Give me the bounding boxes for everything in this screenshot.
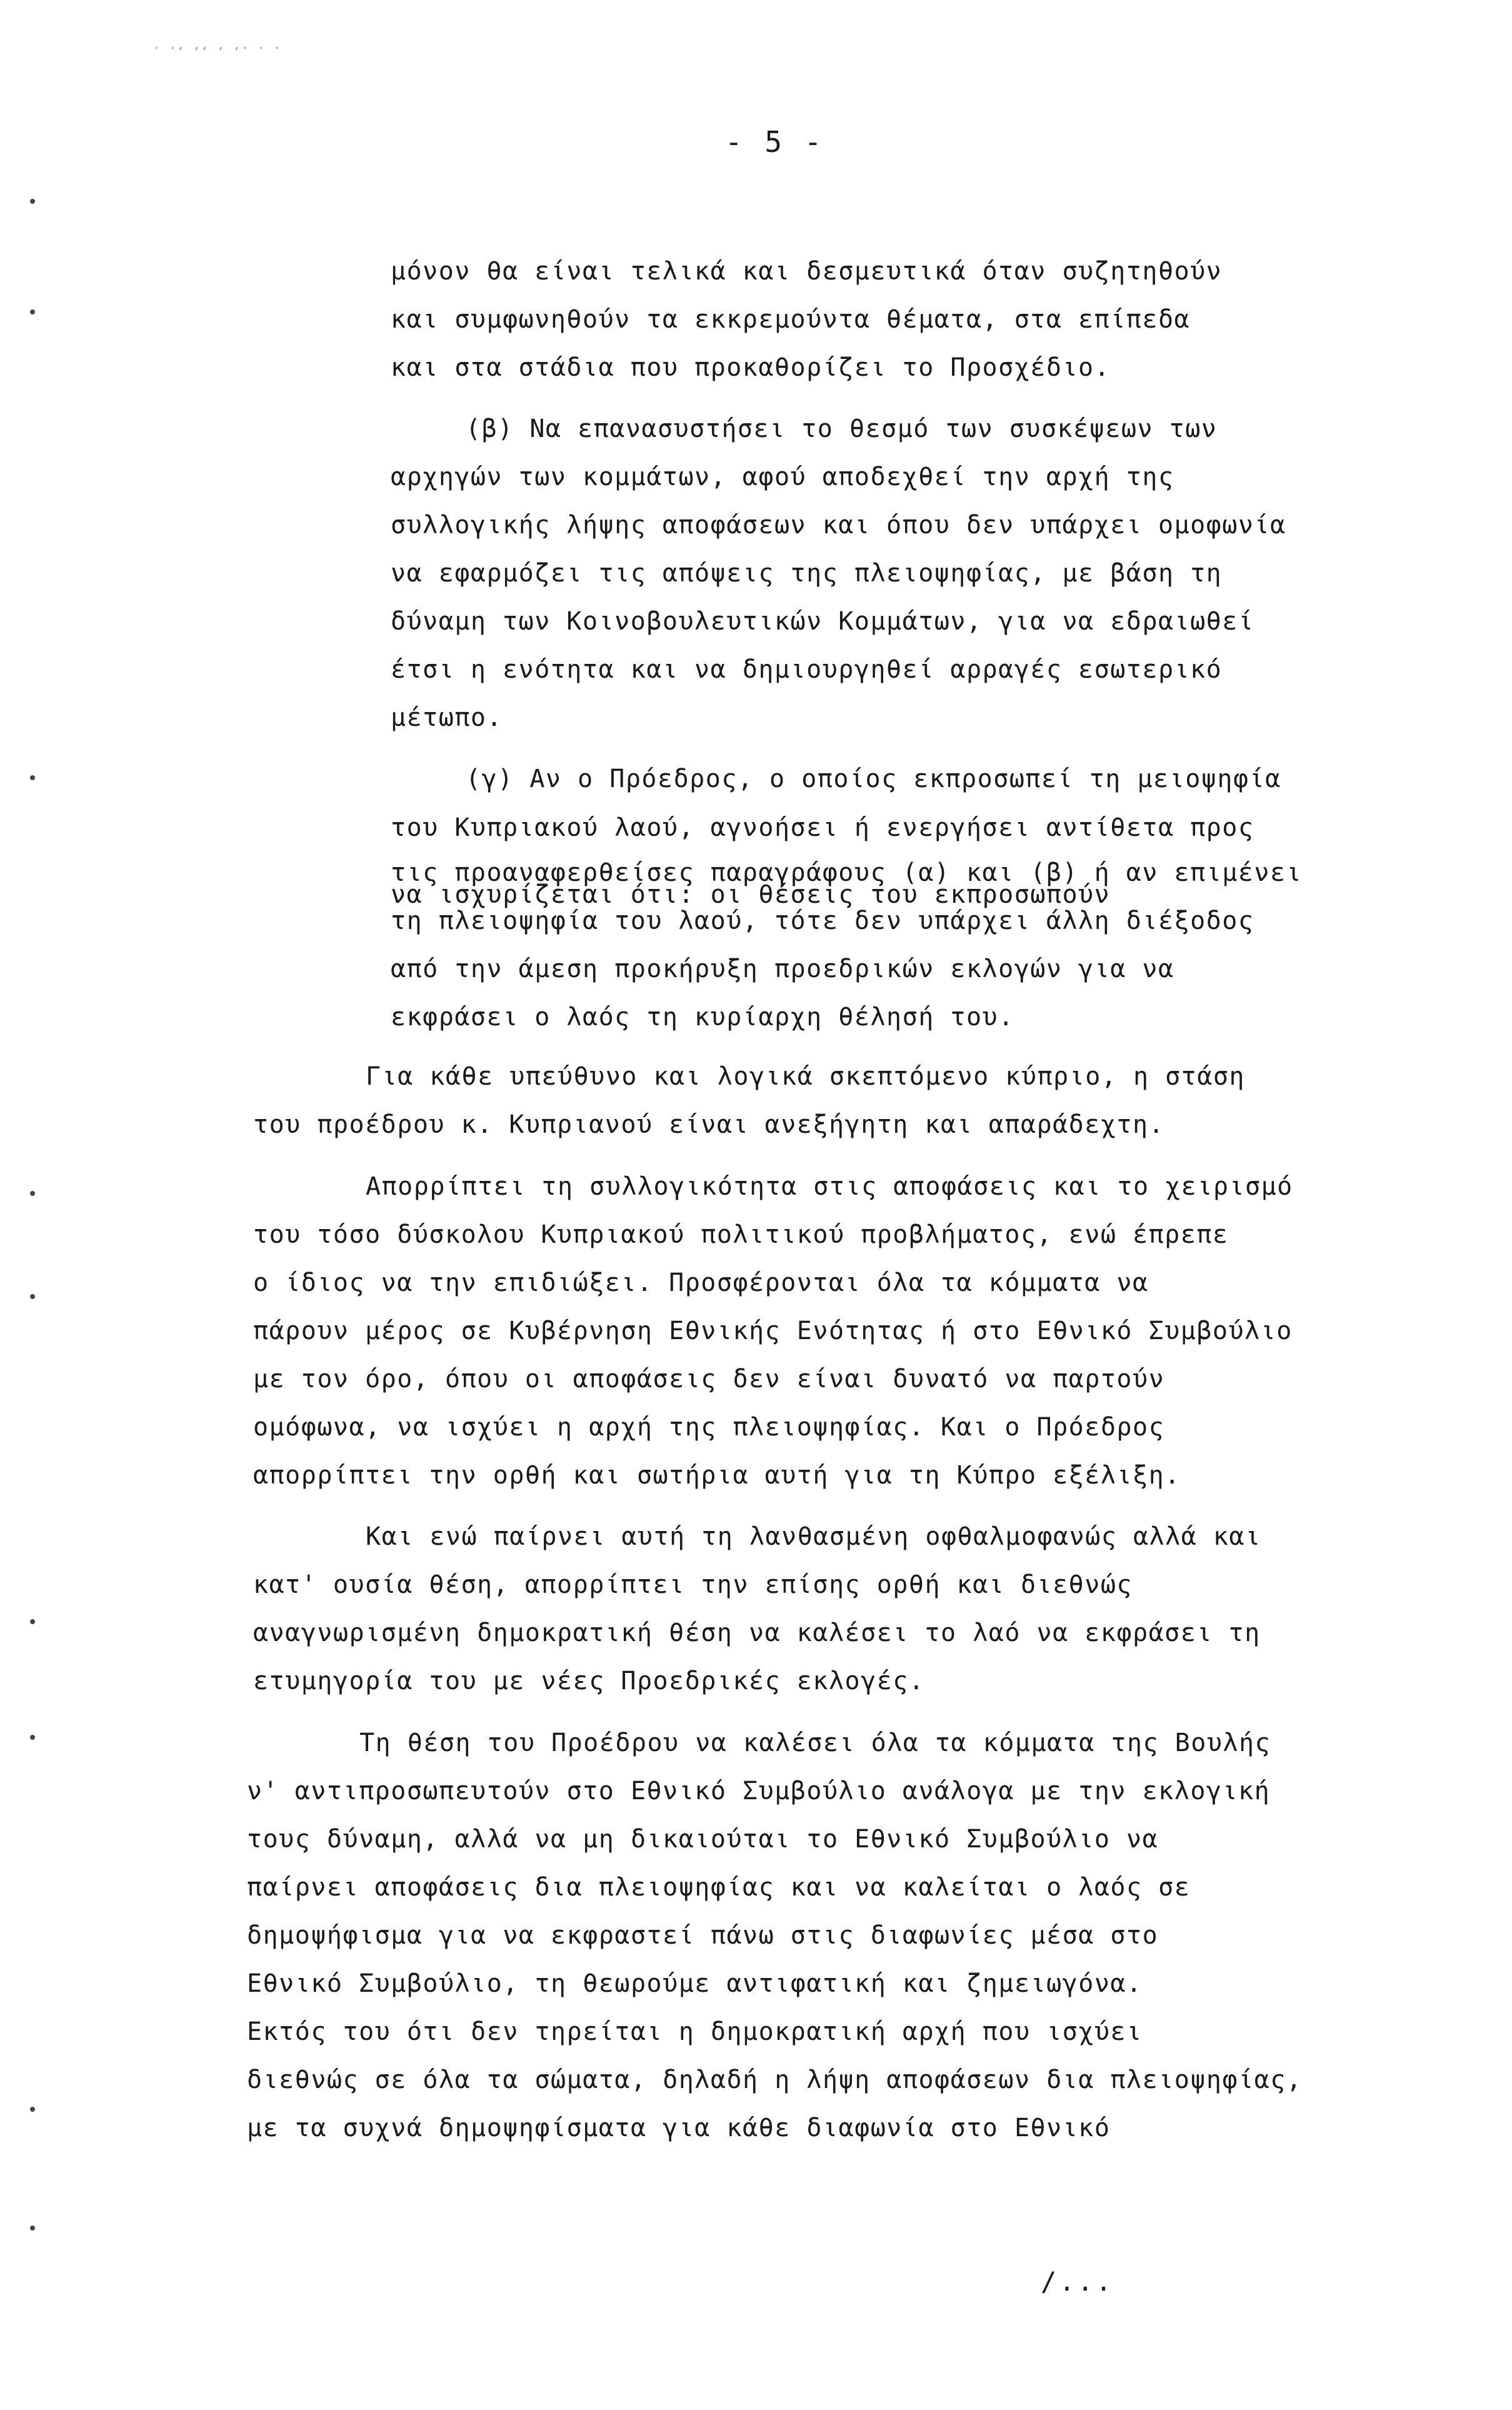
text-line: (β) Να επανασυστήσει το θεσμό των συσκέψεων των	[466, 414, 1218, 443]
text-line: του τόσο δύσκολου Κυπριακού πολιτικού προβλήματος, ενώ έπρεπε	[253, 1220, 1229, 1249]
text-line: ν' αντιπροσωπευτούν στο Εθνικό Συμβούλιο ανάλογα με την εκλογική	[247, 1777, 1271, 1805]
text-line: παίρνει αποφάσεις δια πλειοψηφίας και να καλείται ο λαός σε	[247, 1873, 1191, 1902]
text-line: διεθνώς σε όλα τα σώματα, δηλαδή η λήψη αποφάσεων δια πλειοψηφίας,	[247, 2066, 1303, 2094]
text-line: ο ίδιος να την επιδιώξει. Προσφέρονται όλα τα κόμματα να	[253, 1268, 1149, 1297]
text-line: Απορρίπτει τη συλλογικότητα στις αποφάσεις και το χειρισμό	[366, 1172, 1293, 1201]
text-line: ετυμηγορία του με νέες Προεδρικές εκλογές.	[253, 1667, 925, 1695]
text-line: αναγνωρισμένη δημοκρατική θέση να καλέσει το λαό να εκφράσει τη	[253, 1619, 1261, 1647]
text-line: Εθνικό Συμβούλιο, τη θεωρούμε αντιφατική και ζημειωγόνα.	[247, 1969, 1143, 1998]
text-line: Τη θέση του Προέδρου να καλέσει όλα τα κόμματα της Βουλής	[359, 1729, 1271, 1757]
margin-dot	[30, 1735, 35, 1740]
margin-dot	[30, 2107, 35, 2112]
text-line: μέτωπο.	[391, 703, 503, 732]
text-line: να εφαρμόζει τις απόψεις της πλειοψηφίας, με βάση τη	[391, 559, 1223, 588]
continuation-mark: /...	[1041, 2266, 1114, 2297]
text-line: με τον όρο, όπου οι αποφάσεις δεν είναι δυνατό να παρτούν	[253, 1365, 1165, 1393]
text-line: κατ' ουσία θέση, απορρίπτει την επίσης ορθή και διεθνώς	[253, 1570, 1133, 1599]
header-scribble: . ., ,, , ,. . .	[153, 39, 282, 52]
text-line: του Κυπριακού λαού, αγνοήσει ή ενεργήσει αντίθετα προς	[391, 813, 1254, 842]
text-line: δύναμη των Κοινοβουλευτικών Κομμάτων, για να εδραιωθεί	[391, 607, 1254, 636]
margin-dot	[30, 775, 35, 780]
text-line: Εκτός του ότι δεν τηρείται η δημοκρατική αρχή που ισχύει	[247, 2017, 1143, 2046]
margin-dot	[30, 2226, 35, 2231]
text-line: και στα στάδια που προκαθορίζει το Προσχέδιο.	[391, 353, 1111, 382]
text-line: του προέδρου κ. Κυπριανού είναι ανεξήγητη και απαράδεχτη.	[253, 1110, 1165, 1139]
text-line: με τα συχνά δημοψηφίσματα για κάθε διαφωνία στο Εθνικό	[247, 2114, 1111, 2142]
text-line: Και ενώ παίρνει αυτή τη λανθασμένη οφθαλμοφανώς αλλά και	[366, 1522, 1261, 1551]
text-line: και συμφωνηθούν τα εκκρεμούντα θέματα, στα επίπεδα	[391, 305, 1191, 334]
text-line: από την άμεση προκήρυξη προεδρικών εκλογών για να	[391, 955, 1174, 983]
text-line: απορρίπτει την ορθή και σωτήρια αυτή για τη Κύπρο εξέλιξη.	[253, 1461, 1181, 1490]
margin-dot	[30, 199, 35, 204]
text-line: συλλογικής λήψης αποφάσεων και όπου δεν υπάρχει ομοφωνία	[391, 511, 1286, 540]
text-line: μόνον θα είναι τελικά και δεσμευτικά όταν συζητηθούν	[391, 257, 1223, 286]
text-line-overtyped: να ισχυρίζεται ότι: οι θέσεις του εκπροσωπούν	[391, 880, 1111, 909]
text-line: Για κάθε υπεύθυνο και λογικά σκεπτόμενο κύπριο, η στάση	[366, 1062, 1246, 1091]
margin-dot	[30, 1294, 35, 1299]
text-line: δημοψήφισμα για να εκφραστεί πάνω στις διαφωνίες μέσα στο	[247, 1921, 1159, 1950]
text-line: εκφράσει ο λαός τη κυρίαρχη θέλησή του.	[391, 1003, 1014, 1032]
text-line: πάρουν μέρος σε Κυβέρνηση Εθνικής Ενότητας ή στο Εθνικό Συμβούλιο	[253, 1317, 1293, 1345]
page-number: - 5 -	[725, 125, 824, 159]
text-line: αρχηγών των κομμάτων, αφού αποδεχθεί την αρχή της	[391, 463, 1174, 491]
margin-dot	[30, 1191, 35, 1196]
text-line: τις προαναφερθείσες παραγράφους (α) και (β) ή αν επιμένει	[391, 858, 1303, 887]
margin-dot	[30, 1619, 35, 1624]
text-line: (γ) Αν ο Πρόεδρος, ο οποίος εκπροσωπεί τη μειοψηφία	[466, 765, 1281, 793]
text-line: έτσι η ενότητα και να δημιουργηθεί αρραγές εσωτερικό	[391, 655, 1223, 684]
margin-dot	[30, 309, 35, 314]
text-line: τη πλειοψηφία του λαού, τότε δεν υπάρχει άλλη διέξοδος	[391, 906, 1254, 935]
text-line: ομόφωνα, να ισχύει η αρχή της πλειοψηφίας. Και ο Πρόεδρος	[253, 1413, 1165, 1442]
text-line: τους δύναμη, αλλά να μη δικαιούται το Εθνικό Συμβούλιο να	[247, 1825, 1159, 1854]
